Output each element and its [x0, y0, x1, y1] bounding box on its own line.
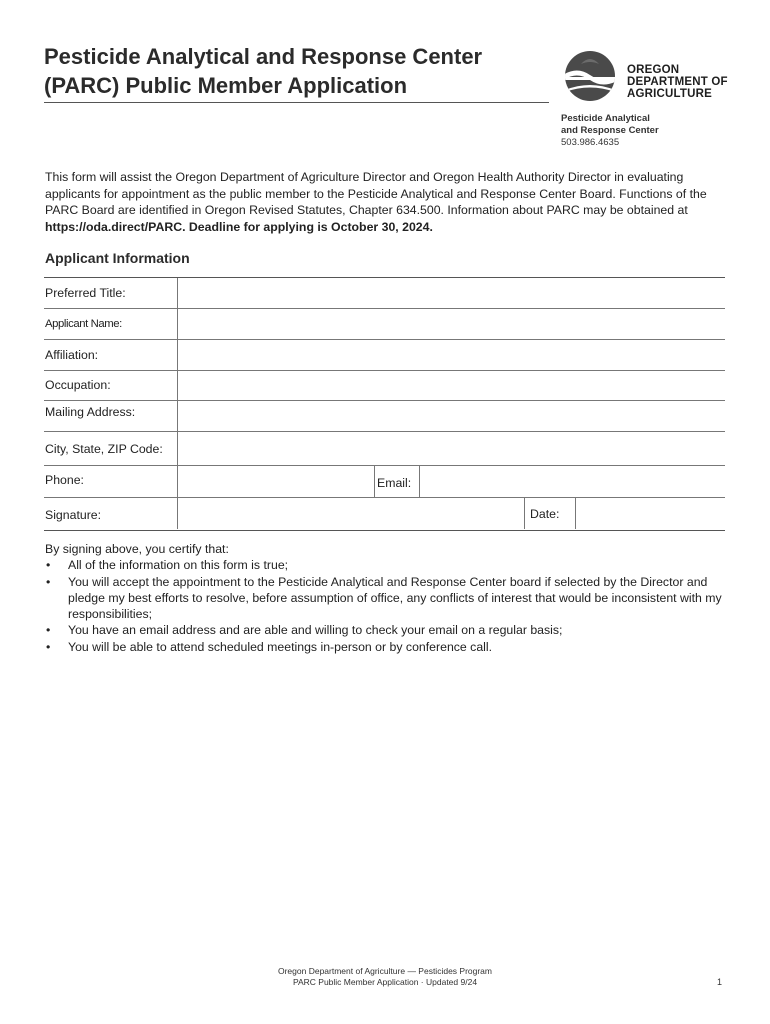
form-row-city-state-zip	[44, 432, 725, 466]
page-title	[44, 42, 564, 100]
form-row-preferred-title	[44, 278, 725, 309]
mailing-address-field[interactable]	[178, 401, 725, 431]
intro-link-deadline: https://oda.direct/PARC. Deadline for applying is October 30, 2024.	[45, 219, 433, 234]
applicant-name-label: Applicant Name:	[45, 318, 122, 330]
city-state-zip-field[interactable]	[178, 432, 725, 465]
column-divider	[374, 466, 375, 497]
form-row-mailing-address	[44, 401, 725, 432]
contact-line-1: Pesticide Analytical	[561, 113, 650, 124]
contact-line-2: and Response Center	[561, 125, 659, 136]
page-footer	[0, 966, 770, 988]
date-field[interactable]	[576, 498, 725, 529]
phone-label: Phone:	[45, 473, 84, 487]
logo-line-2: DEPARTMENT OF	[627, 76, 728, 88]
date-label: Date:	[530, 507, 560, 521]
affiliation-label: Affiliation:	[45, 348, 99, 362]
occupation-field[interactable]	[178, 371, 725, 400]
oda-logo	[563, 50, 743, 102]
oda-logo-icon	[563, 50, 619, 102]
signature-label: Signature:	[45, 508, 102, 522]
applicant-name-field[interactable]	[178, 309, 725, 339]
footer-line-2: PARC Public Member Application · Updated 9/24	[292, 977, 478, 987]
signature-field[interactable]	[178, 498, 523, 529]
certification-item: • All of the information on this form is true;	[45, 557, 735, 573]
phone-field[interactable]	[178, 466, 373, 497]
affiliation-field[interactable]	[178, 340, 725, 370]
logo-line-1: OREGON	[627, 64, 680, 76]
page-number: 1	[717, 977, 723, 987]
logo-line-3: AGRICULTURE	[627, 88, 713, 100]
form-row-affiliation	[44, 340, 725, 371]
certification-intro: By signing above, you certify that:	[45, 542, 229, 556]
form-row-occupation	[44, 371, 725, 401]
form-row-applicant-name	[44, 309, 725, 340]
email-field[interactable]	[420, 466, 725, 497]
mailing-address-label: Mailing Address:	[45, 405, 136, 419]
applicant-form-table	[44, 277, 725, 531]
certification-item: • You have an email address and are able and willing to check your email on a regular basis;	[45, 622, 735, 638]
footer-line-1: Oregon Department of Agriculture — Pesticides Program	[277, 966, 492, 976]
email-label: Email:	[377, 476, 412, 490]
title-line-2: (PARC) Public Member Application	[44, 73, 408, 98]
certification-item: • You will be able to attend scheduled meetings in-person or by conference call.	[45, 639, 735, 655]
intro-text: This form will assist the Oregon Department of Agriculture Director and Oregon Health Authority Director in evaluating applicants for appointment as the public member to the Pesticide Analytical and Response Center Board. Functions of the PARC Board are identified in Oregon Revised Statutes, Chapter 634.500. Information about PARC may be obtained at	[45, 170, 707, 217]
section-heading: Applicant Information	[45, 250, 190, 266]
occupation-label: Occupation:	[45, 378, 111, 392]
contact-phone: 503.986.4635	[561, 137, 620, 148]
certification-section	[45, 541, 735, 655]
form-row-signature-date	[44, 498, 725, 529]
intro-paragraph	[45, 169, 725, 235]
certification-item: • You will accept the appointment to the Pesticide Analytical and Response Center board if selected by the Director and pledge my best efforts to resolve, before assumption of office, any conflicts of interest that would be inconsistent with my responsibilities;	[45, 574, 735, 623]
preferred-title-field[interactable]	[178, 278, 725, 308]
city-state-zip-label: City, State, ZIP Code:	[45, 442, 163, 456]
title-line-1: Pesticide Analytical and Response Center	[44, 44, 483, 69]
title-divider	[44, 102, 549, 103]
contact-block	[561, 113, 659, 149]
certification-list	[45, 557, 735, 655]
column-divider	[524, 498, 525, 529]
logo-wordmark	[627, 64, 728, 100]
form-row-phone-email	[44, 466, 725, 498]
preferred-title-label: Preferred Title:	[45, 286, 126, 300]
